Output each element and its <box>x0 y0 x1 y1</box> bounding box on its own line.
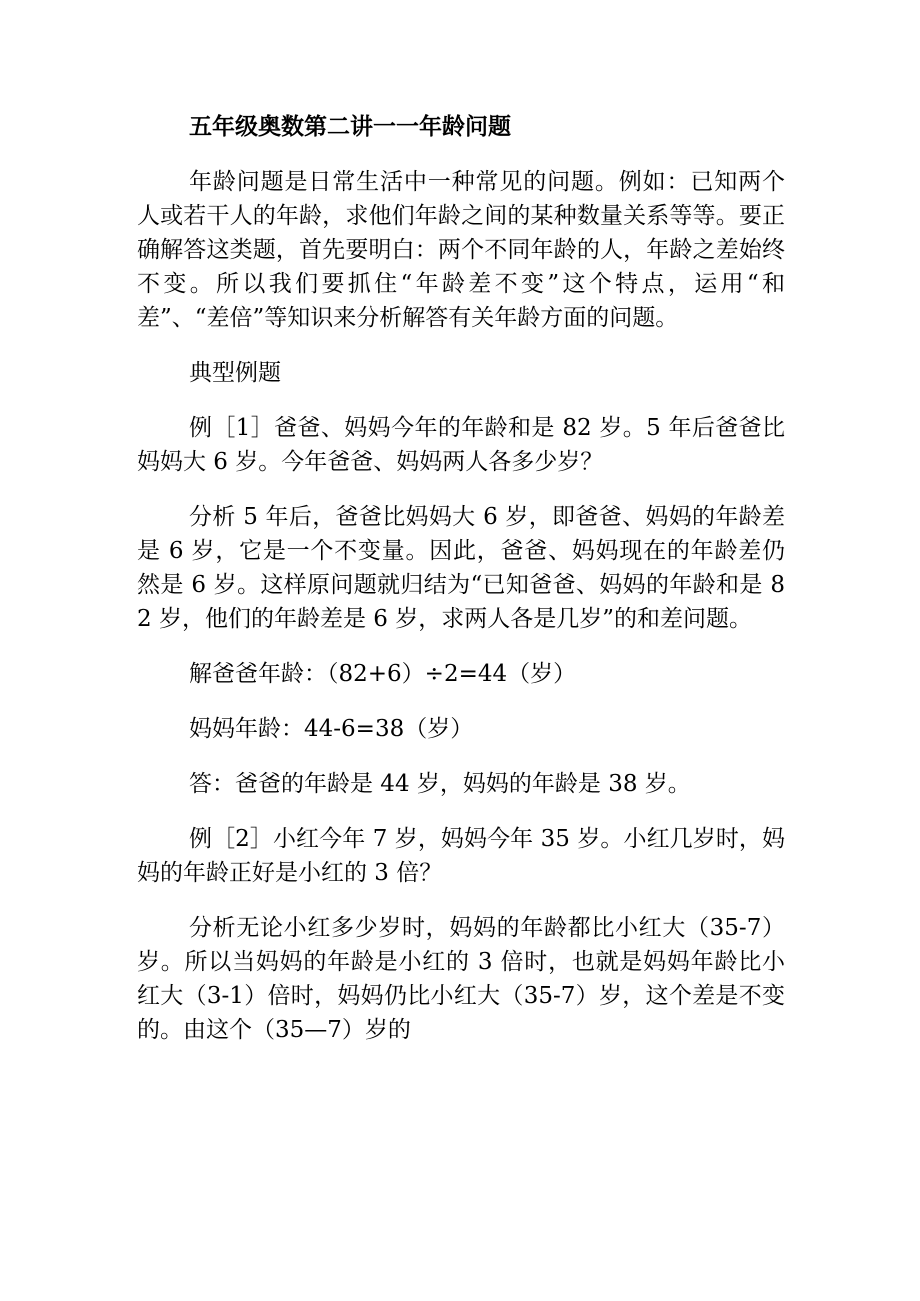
section-heading-examples: 典型例题 <box>189 360 281 386</box>
document-title: 五年级奥数第二讲一一年龄问题 <box>189 114 511 140</box>
document-body <box>137 110 785 1068</box>
example-1-solution-mother: 妈妈年龄：44-6=38（岁） <box>189 716 474 742</box>
example-1-answer: 答：爸爸的年龄是 44 岁，妈妈的年龄是 38 岁。 <box>189 771 691 797</box>
example-1-solution-father: 解爸爸年龄：（82+6）÷2=44（岁） <box>189 661 577 687</box>
intro-paragraph: 年龄问题是日常生活中一种常见的问题。例如：已知两个人或若干人的年龄，求他们年龄之间的某种数量关系等等。要正确解答这类题，首先要明白：两个不同年龄的人，年龄之差始终不变。所以我们要抓住“年龄差不变”这个特点，运用“和差”、“差倍”等知识来分析解答有关年龄方面的问题。 <box>137 169 785 331</box>
example-1-analysis: 分析 5 年后，爸爸比妈妈大 6 岁，即爸爸、妈妈的年龄差是 6 岁，它是一个不变量。因此，爸爸、妈妈现在的年龄差仍然是 6 岁。这样原问题就归结为“已知爸爸、妈妈的年龄和是 82 岁，他们的年龄差是 6 岁，求两人各是几岁”的和差问题。 <box>137 504 785 632</box>
example-2-analysis: 分析无论小红多少岁时，妈妈的年龄都比小红大（35-7）岁。所以当妈妈的年龄是小红的 3 倍时，也就是妈妈年龄比小红大（3-1）倍时，妈妈仍比小红大（35-7）岁，这个差是不变的。由这个（35—7）岁的 <box>137 915 785 1043</box>
example-2-question: 例［2］小红今年 7 岁，妈妈今年 35 岁。小红几岁时，妈妈的年龄正好是小红的 3 倍？ <box>137 826 785 886</box>
example-1-question: 例［1］爸爸、妈妈今年的年龄和是 82 岁。5 年后爸爸比妈妈大 6 岁。今年爸爸、妈妈两人各多少岁？ <box>137 415 785 475</box>
